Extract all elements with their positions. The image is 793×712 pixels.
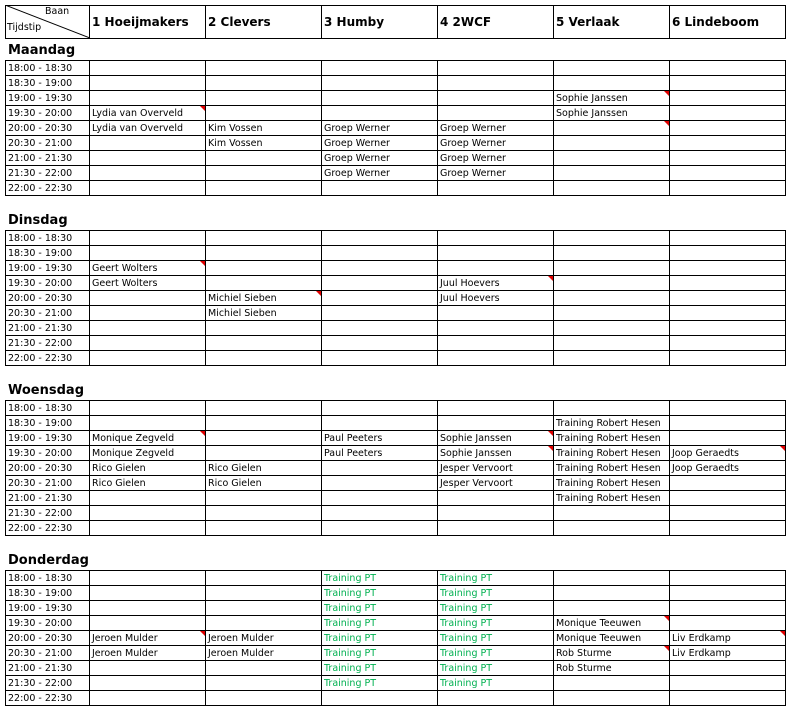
booking-cell[interactable]: [437, 76, 553, 90]
booking-cell[interactable]: [553, 401, 669, 415]
booking-cell[interactable]: [553, 691, 669, 705]
booking-cell[interactable]: [321, 306, 437, 320]
booking-cell[interactable]: Juul Hoevers: [440, 293, 500, 304]
booking-cell[interactable]: Groep Werner: [324, 168, 390, 179]
booking-cell[interactable]: [669, 121, 785, 135]
booking-cell[interactable]: [437, 416, 553, 430]
booking-cell[interactable]: Jesper Vervoort: [440, 463, 513, 474]
booking-cell[interactable]: [321, 246, 437, 260]
booking-cell[interactable]: [669, 691, 785, 705]
comment-marker-icon[interactable]: [780, 631, 785, 636]
time-slot-label: 20:00 - 20:30: [8, 123, 73, 134]
booking-cell[interactable]: [205, 691, 321, 705]
booking-cell[interactable]: [205, 276, 321, 290]
time-slot-label: 18:00 - 18:30: [8, 233, 73, 244]
booking-cell[interactable]: Rob Sturme: [556, 663, 612, 674]
booking-cell[interactable]: [669, 76, 785, 90]
time-slot-label: 19:00 - 19:30: [8, 433, 73, 444]
grid-line: [785, 60, 786, 196]
booking-cell[interactable]: [553, 291, 669, 305]
corner-label-tijdstip: Tijdstip: [7, 22, 42, 33]
booking-cell[interactable]: [89, 136, 205, 150]
court-header-2[interactable]: 2 Clevers: [208, 15, 271, 29]
booking-cell[interactable]: [321, 401, 437, 415]
booking-cell[interactable]: [89, 166, 205, 180]
booking-cell[interactable]: [205, 231, 321, 245]
grid-line: [785, 570, 786, 706]
comment-marker-icon[interactable]: [664, 646, 669, 651]
comment-marker-icon[interactable]: [200, 431, 205, 436]
booking-cell[interactable]: [669, 151, 785, 165]
time-slot-label: 19:30 - 20:00: [8, 618, 73, 629]
booking-cell[interactable]: Rob Sturme: [556, 648, 612, 659]
day-title-donderdag: Donderdag: [8, 553, 89, 568]
booking-cell[interactable]: Training PT: [324, 663, 377, 674]
booking-cell[interactable]: [89, 61, 205, 75]
booking-cell[interactable]: [669, 91, 785, 105]
booking-cell[interactable]: [669, 291, 785, 305]
booking-cell[interactable]: [669, 616, 785, 630]
booking-cell[interactable]: [669, 491, 785, 505]
booking-cell[interactable]: [437, 231, 553, 245]
comment-marker-icon[interactable]: [200, 261, 205, 266]
booking-cell[interactable]: [437, 91, 553, 105]
booking-cell[interactable]: [669, 321, 785, 335]
booking-cell[interactable]: [669, 136, 785, 150]
time-slot-label: 18:00 - 18:30: [8, 63, 73, 74]
time-slot-label: 19:30 - 20:00: [8, 278, 73, 289]
booking-cell[interactable]: [669, 61, 785, 75]
time-slot-label: 21:00 - 21:30: [8, 153, 73, 164]
booking-cell[interactable]: Joop Geraedts: [672, 448, 739, 459]
booking-cell[interactable]: [205, 181, 321, 195]
booking-cell[interactable]: Joop Geraedts: [672, 463, 739, 474]
comment-marker-icon[interactable]: [664, 91, 669, 96]
booking-cell[interactable]: [437, 351, 553, 365]
booking-cell[interactable]: [89, 521, 205, 535]
booking-cell[interactable]: Training Robert Hesen: [556, 448, 661, 459]
booking-cell[interactable]: [553, 676, 669, 690]
booking-cell[interactable]: Liv Erdkamp: [672, 648, 731, 659]
booking-cell[interactable]: Training PT: [324, 678, 377, 689]
time-slot-label: 20:00 - 20:30: [8, 293, 73, 304]
booking-cell[interactable]: Training PT: [440, 663, 493, 674]
booking-cell[interactable]: Training PT: [440, 603, 493, 614]
booking-cell[interactable]: [669, 431, 785, 445]
comment-marker-icon[interactable]: [200, 631, 205, 636]
comment-marker-icon[interactable]: [548, 446, 553, 451]
booking-cell[interactable]: Groep Werner: [440, 138, 506, 149]
booking-cell[interactable]: Jeroen Mulder: [92, 648, 158, 659]
booking-cell[interactable]: [669, 506, 785, 520]
booking-cell[interactable]: [321, 321, 437, 335]
booking-cell[interactable]: [437, 261, 553, 275]
booking-cell[interactable]: [321, 276, 437, 290]
booking-cell[interactable]: [553, 601, 669, 615]
booking-cell[interactable]: [669, 306, 785, 320]
booking-cell[interactable]: Jesper Vervoort: [440, 478, 513, 489]
booking-cell[interactable]: Training PT: [440, 678, 493, 689]
booking-cell[interactable]: [553, 276, 669, 290]
time-slot-label: 18:00 - 18:30: [8, 573, 73, 584]
booking-cell[interactable]: [553, 181, 669, 195]
time-slot-label: 19:00 - 19:30: [8, 93, 73, 104]
time-slot-label: 19:00 - 19:30: [8, 603, 73, 614]
booking-cell[interactable]: [89, 336, 205, 350]
booking-cell[interactable]: [205, 166, 321, 180]
booking-cell[interactable]: [553, 521, 669, 535]
booking-cell[interactable]: [89, 571, 205, 585]
booking-cell[interactable]: [205, 521, 321, 535]
booking-cell[interactable]: [437, 521, 553, 535]
booking-cell[interactable]: [553, 261, 669, 275]
booking-cell[interactable]: [89, 351, 205, 365]
corner-label-baan: Baan: [45, 6, 70, 17]
booking-cell[interactable]: [553, 571, 669, 585]
grid-line: [785, 230, 786, 366]
booking-cell[interactable]: [437, 106, 553, 120]
booking-cell[interactable]: Training Robert Hesen: [556, 433, 661, 444]
time-slot-label: 20:30 - 21:00: [8, 648, 73, 659]
booking-cell[interactable]: [89, 306, 205, 320]
time-slot-label: 22:00 - 22:30: [8, 353, 73, 364]
booking-cell[interactable]: [89, 76, 205, 90]
booking-cell[interactable]: [89, 151, 205, 165]
booking-cell[interactable]: Training Robert Hesen: [556, 463, 661, 474]
booking-cell[interactable]: [321, 61, 437, 75]
booking-cell[interactable]: [321, 336, 437, 350]
time-slot-label: 18:00 - 18:30: [8, 403, 73, 414]
booking-cell[interactable]: [321, 351, 437, 365]
grid-line: [5, 5, 6, 39]
grid-line: [785, 400, 786, 536]
booking-cell[interactable]: [89, 246, 205, 260]
booking-cell[interactable]: [553, 76, 669, 90]
booking-cell[interactable]: Sophie Janssen: [440, 433, 512, 444]
time-slot-label: 19:30 - 20:00: [8, 448, 73, 459]
booking-cell[interactable]: Monique Teeuwen: [556, 618, 642, 629]
comment-marker-icon[interactable]: [664, 616, 669, 621]
booking-cell[interactable]: [321, 521, 437, 535]
booking-cell[interactable]: [321, 181, 437, 195]
booking-cell[interactable]: [205, 616, 321, 630]
booking-cell[interactable]: Training Robert Hesen: [556, 493, 661, 504]
booking-cell[interactable]: [553, 136, 669, 150]
time-slot-label: 18:30 - 19:00: [8, 588, 73, 599]
booking-cell[interactable]: [89, 291, 205, 305]
booking-cell[interactable]: [89, 91, 205, 105]
booking-cell[interactable]: Groep Werner: [440, 168, 506, 179]
booking-cell[interactable]: [669, 181, 785, 195]
booking-cell[interactable]: [669, 246, 785, 260]
booking-cell[interactable]: [669, 571, 785, 585]
booking-cell[interactable]: [321, 506, 437, 520]
booking-cell[interactable]: [553, 351, 669, 365]
booking-cell[interactable]: Lydia van Overveld: [92, 123, 184, 134]
booking-cell[interactable]: Training PT: [324, 633, 377, 644]
booking-cell[interactable]: Sophie Janssen: [556, 93, 628, 104]
booking-cell[interactable]: [669, 276, 785, 290]
booking-cell[interactable]: [437, 401, 553, 415]
time-slot-label: 20:00 - 20:30: [8, 463, 73, 474]
booking-cell[interactable]: [321, 461, 437, 475]
booking-cell[interactable]: [89, 616, 205, 630]
booking-cell[interactable]: [205, 571, 321, 585]
booking-cell[interactable]: [553, 151, 669, 165]
booking-cell[interactable]: [437, 336, 553, 350]
time-slot-label: 18:30 - 19:00: [8, 418, 73, 429]
time-slot-label: 19:00 - 19:30: [8, 263, 73, 274]
booking-cell[interactable]: Groep Werner: [440, 123, 506, 134]
booking-cell[interactable]: Rico Gielen: [92, 463, 146, 474]
booking-cell[interactable]: [553, 586, 669, 600]
booking-cell[interactable]: [205, 106, 321, 120]
booking-cell[interactable]: Training Robert Hesen: [556, 478, 661, 489]
court-header-1[interactable]: 1 Hoeijmakers: [92, 15, 189, 29]
booking-cell[interactable]: [669, 401, 785, 415]
booking-cell[interactable]: [669, 106, 785, 120]
booking-cell[interactable]: [669, 261, 785, 275]
booking-cell[interactable]: [321, 416, 437, 430]
booking-cell[interactable]: [553, 246, 669, 260]
booking-cell[interactable]: Training PT: [324, 573, 377, 584]
comment-marker-icon[interactable]: [548, 276, 553, 281]
time-slot-label: 20:00 - 20:30: [8, 633, 73, 644]
booking-cell[interactable]: Jeroen Mulder: [92, 633, 158, 644]
comment-marker-icon[interactable]: [316, 291, 321, 296]
time-slot-label: 22:00 - 22:30: [8, 183, 73, 194]
booking-cell[interactable]: [205, 661, 321, 675]
booking-cell[interactable]: [89, 506, 205, 520]
time-slot-label: 21:00 - 21:30: [8, 663, 73, 674]
booking-cell[interactable]: [669, 661, 785, 675]
booking-cell[interactable]: [205, 321, 321, 335]
booking-cell[interactable]: Training PT: [440, 648, 493, 659]
booking-cell[interactable]: [205, 261, 321, 275]
court-header-5[interactable]: 5 Verlaak: [556, 15, 620, 29]
booking-cell[interactable]: Monique Zegveld: [92, 448, 175, 459]
time-slot-label: 21:30 - 22:00: [8, 508, 73, 519]
time-slot-label: 21:30 - 22:00: [8, 678, 73, 689]
booking-cell[interactable]: [89, 416, 205, 430]
booking-cell[interactable]: Lydia van Overveld: [92, 108, 184, 119]
booking-cell[interactable]: [437, 321, 553, 335]
booking-cell[interactable]: Rico Gielen: [208, 478, 262, 489]
booking-cell[interactable]: Training PT: [440, 573, 493, 584]
booking-cell[interactable]: [321, 76, 437, 90]
booking-cell[interactable]: [669, 416, 785, 430]
booking-cell[interactable]: [437, 491, 553, 505]
booking-cell[interactable]: [205, 676, 321, 690]
booking-cell[interactable]: [205, 506, 321, 520]
booking-cell[interactable]: Training PT: [440, 633, 493, 644]
booking-cell[interactable]: [321, 261, 437, 275]
booking-cell[interactable]: [205, 431, 321, 445]
booking-cell[interactable]: [205, 446, 321, 460]
booking-cell[interactable]: Monique Zegveld: [92, 433, 175, 444]
booking-cell[interactable]: [669, 601, 785, 615]
booking-cell[interactable]: [553, 306, 669, 320]
booking-cell[interactable]: Training PT: [440, 618, 493, 629]
grid-line: [785, 5, 786, 39]
time-slot-label: 21:30 - 22:00: [8, 168, 73, 179]
booking-cell[interactable]: [321, 231, 437, 245]
booking-cell[interactable]: [321, 491, 437, 505]
booking-cell[interactable]: Training PT: [324, 603, 377, 614]
day-title-maandag: Maandag: [8, 43, 76, 58]
booking-cell[interactable]: [89, 586, 205, 600]
booking-cell[interactable]: [669, 676, 785, 690]
booking-cell[interactable]: [321, 691, 437, 705]
comment-marker-icon[interactable]: [664, 121, 669, 126]
booking-cell[interactable]: [205, 336, 321, 350]
time-slot-label: 22:00 - 22:30: [8, 523, 73, 534]
time-slot-label: 20:30 - 21:00: [8, 478, 73, 489]
booking-cell[interactable]: [89, 181, 205, 195]
booking-cell[interactable]: [553, 506, 669, 520]
booking-cell[interactable]: Groep Werner: [440, 153, 506, 164]
booking-cell[interactable]: Rico Gielen: [92, 478, 146, 489]
booking-cell[interactable]: Paul Peeters: [324, 433, 383, 444]
booking-cell[interactable]: Liv Erdkamp: [672, 633, 731, 644]
booking-cell[interactable]: [669, 476, 785, 490]
booking-cell[interactable]: [205, 151, 321, 165]
booking-cell[interactable]: Groep Werner: [324, 138, 390, 149]
booking-cell[interactable]: Training PT: [324, 648, 377, 659]
time-slot-label: 20:30 - 21:00: [8, 308, 73, 319]
booking-cell[interactable]: [205, 91, 321, 105]
booking-cell[interactable]: [669, 586, 785, 600]
time-slot-label: 18:30 - 19:00: [8, 78, 73, 89]
booking-cell[interactable]: [205, 401, 321, 415]
booking-cell[interactable]: [669, 521, 785, 535]
time-slot-label: 20:30 - 21:00: [8, 138, 73, 149]
booking-cell[interactable]: Paul Peeters: [324, 448, 383, 459]
booking-cell[interactable]: Juul Hoevers: [440, 278, 500, 289]
time-slot-label: 21:30 - 22:00: [8, 338, 73, 349]
court-header-4[interactable]: 4 2WCF: [440, 15, 492, 29]
time-slot-label: 21:00 - 21:30: [8, 493, 73, 504]
booking-cell[interactable]: [437, 506, 553, 520]
booking-cell[interactable]: [553, 336, 669, 350]
booking-cell[interactable]: Jeroen Mulder: [208, 648, 274, 659]
booking-cell[interactable]: [205, 601, 321, 615]
booking-cell[interactable]: [553, 61, 669, 75]
booking-cell[interactable]: Monique Teeuwen: [556, 633, 642, 644]
booking-cell[interactable]: [321, 476, 437, 490]
booking-cell[interactable]: [205, 416, 321, 430]
booking-cell[interactable]: Training PT: [324, 588, 377, 599]
booking-cell[interactable]: [89, 676, 205, 690]
time-slot-label: 21:00 - 21:30: [8, 323, 73, 334]
booking-cell[interactable]: Groep Werner: [324, 123, 390, 134]
day-title-dinsdag: Dinsdag: [8, 213, 68, 228]
booking-cell[interactable]: [437, 181, 553, 195]
header-corner-cell[interactable]: [5, 5, 90, 38]
booking-cell[interactable]: [89, 491, 205, 505]
booking-cell[interactable]: [205, 246, 321, 260]
booking-cell[interactable]: Training PT: [440, 588, 493, 599]
booking-cell[interactable]: [437, 246, 553, 260]
booking-cell[interactable]: [437, 61, 553, 75]
booking-cell[interactable]: [669, 336, 785, 350]
booking-cell[interactable]: Rico Gielen: [208, 463, 262, 474]
booking-cell[interactable]: Geert Wolters: [92, 278, 158, 289]
booking-cell[interactable]: [553, 166, 669, 180]
booking-cell[interactable]: Michiel Sieben: [208, 293, 277, 304]
booking-cell[interactable]: [437, 691, 553, 705]
booking-cell[interactable]: Michiel Sieben: [208, 308, 277, 319]
booking-cell[interactable]: [669, 166, 785, 180]
booking-cell[interactable]: Sophie Janssen: [556, 108, 628, 119]
time-slot-label: 22:00 - 22:30: [8, 693, 73, 704]
comment-marker-icon[interactable]: [200, 106, 205, 111]
booking-cell[interactable]: [553, 321, 669, 335]
booking-cell[interactable]: [205, 491, 321, 505]
booking-cell[interactable]: [89, 601, 205, 615]
court-header-3[interactable]: 3 Humby: [324, 15, 385, 29]
booking-cell[interactable]: [89, 691, 205, 705]
booking-cell[interactable]: Kim Vossen: [208, 123, 263, 134]
time-slot-label: 18:30 - 19:00: [8, 248, 73, 259]
booking-cell[interactable]: Jeroen Mulder: [208, 633, 274, 644]
booking-cell[interactable]: Groep Werner: [324, 153, 390, 164]
booking-cell[interactable]: Sophie Janssen: [440, 448, 512, 459]
booking-cell[interactable]: [553, 121, 669, 135]
booking-cell[interactable]: [205, 586, 321, 600]
comment-marker-icon[interactable]: [548, 431, 553, 436]
booking-cell[interactable]: [205, 61, 321, 75]
booking-cell[interactable]: Geert Wolters: [92, 263, 158, 274]
time-slot-label: 19:30 - 20:00: [8, 108, 73, 119]
booking-cell[interactable]: [669, 351, 785, 365]
booking-cell[interactable]: [669, 231, 785, 245]
booking-cell[interactable]: [321, 91, 437, 105]
booking-cell[interactable]: [321, 291, 437, 305]
booking-cell[interactable]: [89, 231, 205, 245]
booking-cell[interactable]: Kim Vossen: [208, 138, 263, 149]
comment-marker-icon[interactable]: [780, 446, 785, 451]
booking-cell[interactable]: [437, 306, 553, 320]
booking-cell[interactable]: Training Robert Hesen: [556, 418, 661, 429]
booking-cell[interactable]: [553, 231, 669, 245]
booking-cell[interactable]: [321, 106, 437, 120]
booking-cell[interactable]: [205, 76, 321, 90]
booking-cell[interactable]: [89, 661, 205, 675]
day-title-woensdag: Woensdag: [8, 383, 85, 398]
booking-cell[interactable]: Training PT: [324, 618, 377, 629]
court-header-6[interactable]: 6 Lindeboom: [672, 15, 760, 29]
booking-cell[interactable]: [89, 401, 205, 415]
booking-cell[interactable]: [205, 351, 321, 365]
booking-cell[interactable]: [89, 321, 205, 335]
